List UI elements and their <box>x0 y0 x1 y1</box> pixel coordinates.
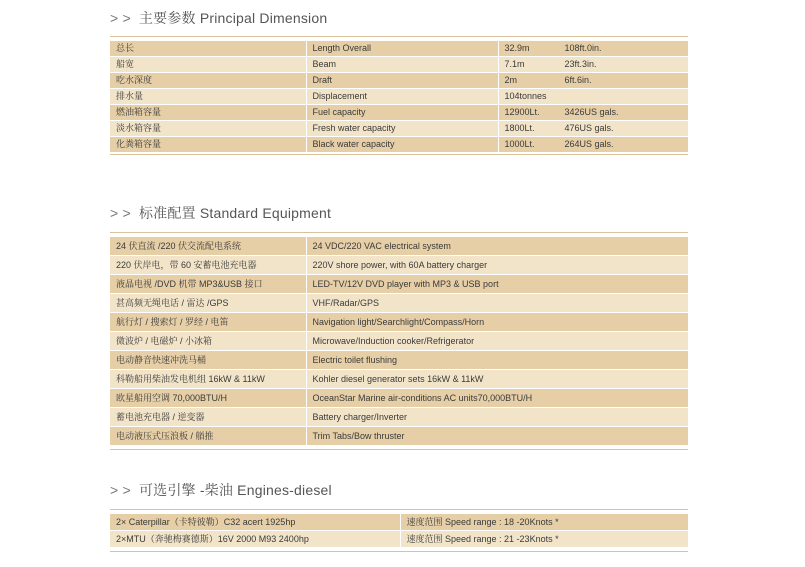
equipment-cn: 航行灯 / 搜索灯 / 罗经 / 电笛 <box>110 313 306 332</box>
spec-label-en: Black water capacity <box>306 137 498 153</box>
spec-value-metric: 7.1m <box>504 59 525 69</box>
equipment-cn: 24 伏直流 /220 伏交流配电系统 <box>110 237 306 256</box>
equipment-cn: 甚高频无绳电话 / 雷达 /GPS <box>110 294 306 313</box>
engines-title: 可选引擎 -柴油 Engines-diesel <box>138 482 332 498</box>
equipment-cn: 科勒船用柴油发电机组 16kW & 11kW <box>110 370 306 389</box>
spec-value-imperial: 108ft.0in. <box>564 43 602 53</box>
principal-dimension-title: 主要参数 Principal Dimension <box>138 10 328 26</box>
equipment-en: Electric toilet flushing <box>306 351 688 370</box>
principal-dimension-heading <box>110 8 327 28</box>
equipment-cn: 液晶电视 /DVD 机带 MP3&USB 接口 <box>110 275 306 294</box>
spec-value <box>498 121 688 137</box>
table-row <box>110 73 688 89</box>
table-row <box>110 237 688 256</box>
spec-label-en: Fresh water capacity <box>306 121 498 137</box>
spec-label-en: Beam <box>306 57 498 73</box>
spec-label-en: Draft <box>306 73 498 89</box>
spec-label-cn: 淡水箱容量 <box>110 121 306 137</box>
spec-value <box>498 73 688 89</box>
spec-label-cn: 化粪箱容量 <box>110 137 306 153</box>
divider <box>110 509 688 510</box>
table-row <box>110 531 688 548</box>
engines-table <box>110 514 688 548</box>
spec-value-imperial: 264US gals. <box>564 139 614 149</box>
table-row <box>110 408 688 427</box>
engine-speed-range: 速度范围 Speed range : 21 -23Knots * <box>400 531 688 548</box>
table-row <box>110 121 688 137</box>
spec-value-imperial: 476US gals. <box>564 123 614 133</box>
engine-model: 2× Caterpillar（卡特彼勒）C32 acert 1925hp <box>110 514 400 531</box>
spec-value <box>498 137 688 153</box>
spec-value <box>498 57 688 73</box>
spec-value-imperial: 6ft.6in. <box>564 75 592 85</box>
spec-label-en: Displacement <box>306 89 498 105</box>
divider <box>110 36 688 37</box>
standard-equipment-title: 标准配置 Standard Equipment <box>138 205 332 221</box>
equipment-en: Trim Tabs/Bow thruster <box>306 427 688 446</box>
standard-equipment-heading <box>110 203 331 223</box>
spec-value-imperial: 23ft.3in. <box>564 59 597 69</box>
engine-model: 2×MTU（奔驰梅赛德斯）16V 2000 M93 2400hp <box>110 531 400 548</box>
equipment-cn: 欧星船用空调 70,000BTU/H <box>110 389 306 408</box>
spec-value <box>498 105 688 121</box>
table-row <box>110 105 688 121</box>
chevron-right-icon: > > <box>110 205 131 221</box>
engine-speed-range: 速度范围 Speed range : 18 -20Knots * <box>400 514 688 531</box>
equipment-cn: 蓄电池充电器 / 逆变器 <box>110 408 306 427</box>
table-row <box>110 57 688 73</box>
chevron-right-icon: > > <box>110 10 131 26</box>
table-row <box>110 370 688 389</box>
equipment-en: Navigation light/Searchlight/Compass/Horn <box>306 313 688 332</box>
equipment-cn: 电动静音快速冲洗马桶 <box>110 351 306 370</box>
standard-equipment-table <box>110 237 688 446</box>
spec-value <box>498 89 688 105</box>
equipment-en: 24 VDC/220 VAC electrical system <box>306 237 688 256</box>
table-row <box>110 294 688 313</box>
table-row <box>110 389 688 408</box>
table-row <box>110 332 688 351</box>
spec-label-cn: 燃油箱容量 <box>110 105 306 121</box>
equipment-en: Microwave/Induction cooker/Refrigerator <box>306 332 688 351</box>
spec-label-en: Fuel capacity <box>306 105 498 121</box>
equipment-en: VHF/Radar/GPS <box>306 294 688 313</box>
chevron-right-icon: > > <box>110 482 131 498</box>
equipment-cn: 电动液压式压浪板 / 艏推 <box>110 427 306 446</box>
divider <box>110 449 688 450</box>
divider <box>110 551 688 552</box>
spec-label-cn: 排水量 <box>110 89 306 105</box>
spec-value-imperial: 3426US gals. <box>564 107 619 117</box>
table-row <box>110 89 688 105</box>
table-row <box>110 351 688 370</box>
equipment-cn: 220 伏岸电，带 60 安蓄电池充电器 <box>110 256 306 275</box>
equipment-en: 220V shore power, with 60A battery charger <box>306 256 688 275</box>
table-row <box>110 137 688 153</box>
spec-value-metric: 104tonnes <box>504 91 547 101</box>
spec-label-en: Length Overall <box>306 41 498 57</box>
equipment-en: LED-TV/12V DVD player with MP3 & USB port <box>306 275 688 294</box>
spec-label-cn: 总长 <box>110 41 306 57</box>
spec-label-cn: 吃水深度 <box>110 73 306 89</box>
spec-value <box>498 41 688 57</box>
spec-value-metric: 1000Lt. <box>504 139 535 149</box>
spec-value-metric: 12900Lt. <box>504 107 540 117</box>
equipment-en: Kohler diesel generator sets 16kW & 11kW <box>306 370 688 389</box>
table-row <box>110 427 688 446</box>
table-row <box>110 514 688 531</box>
table-row <box>110 256 688 275</box>
spec-label-cn: 船宽 <box>110 57 306 73</box>
equipment-cn: 微波炉 / 电磁炉 / 小冰箱 <box>110 332 306 351</box>
principal-dimension-table <box>110 41 688 153</box>
table-row <box>110 313 688 332</box>
spec-value-metric: 2m <box>504 75 518 85</box>
spec-value-metric: 32.9m <box>504 43 530 53</box>
spec-value-metric: 1800Lt. <box>504 123 535 133</box>
equipment-en: OceanStar Marine air-conditions AC units70,000BTU/H <box>306 389 688 408</box>
table-row <box>110 275 688 294</box>
divider <box>110 154 688 155</box>
equipment-en: Battery charger/Inverter <box>306 408 688 427</box>
engines-heading <box>110 480 332 500</box>
divider <box>110 232 688 233</box>
table-row <box>110 41 688 57</box>
